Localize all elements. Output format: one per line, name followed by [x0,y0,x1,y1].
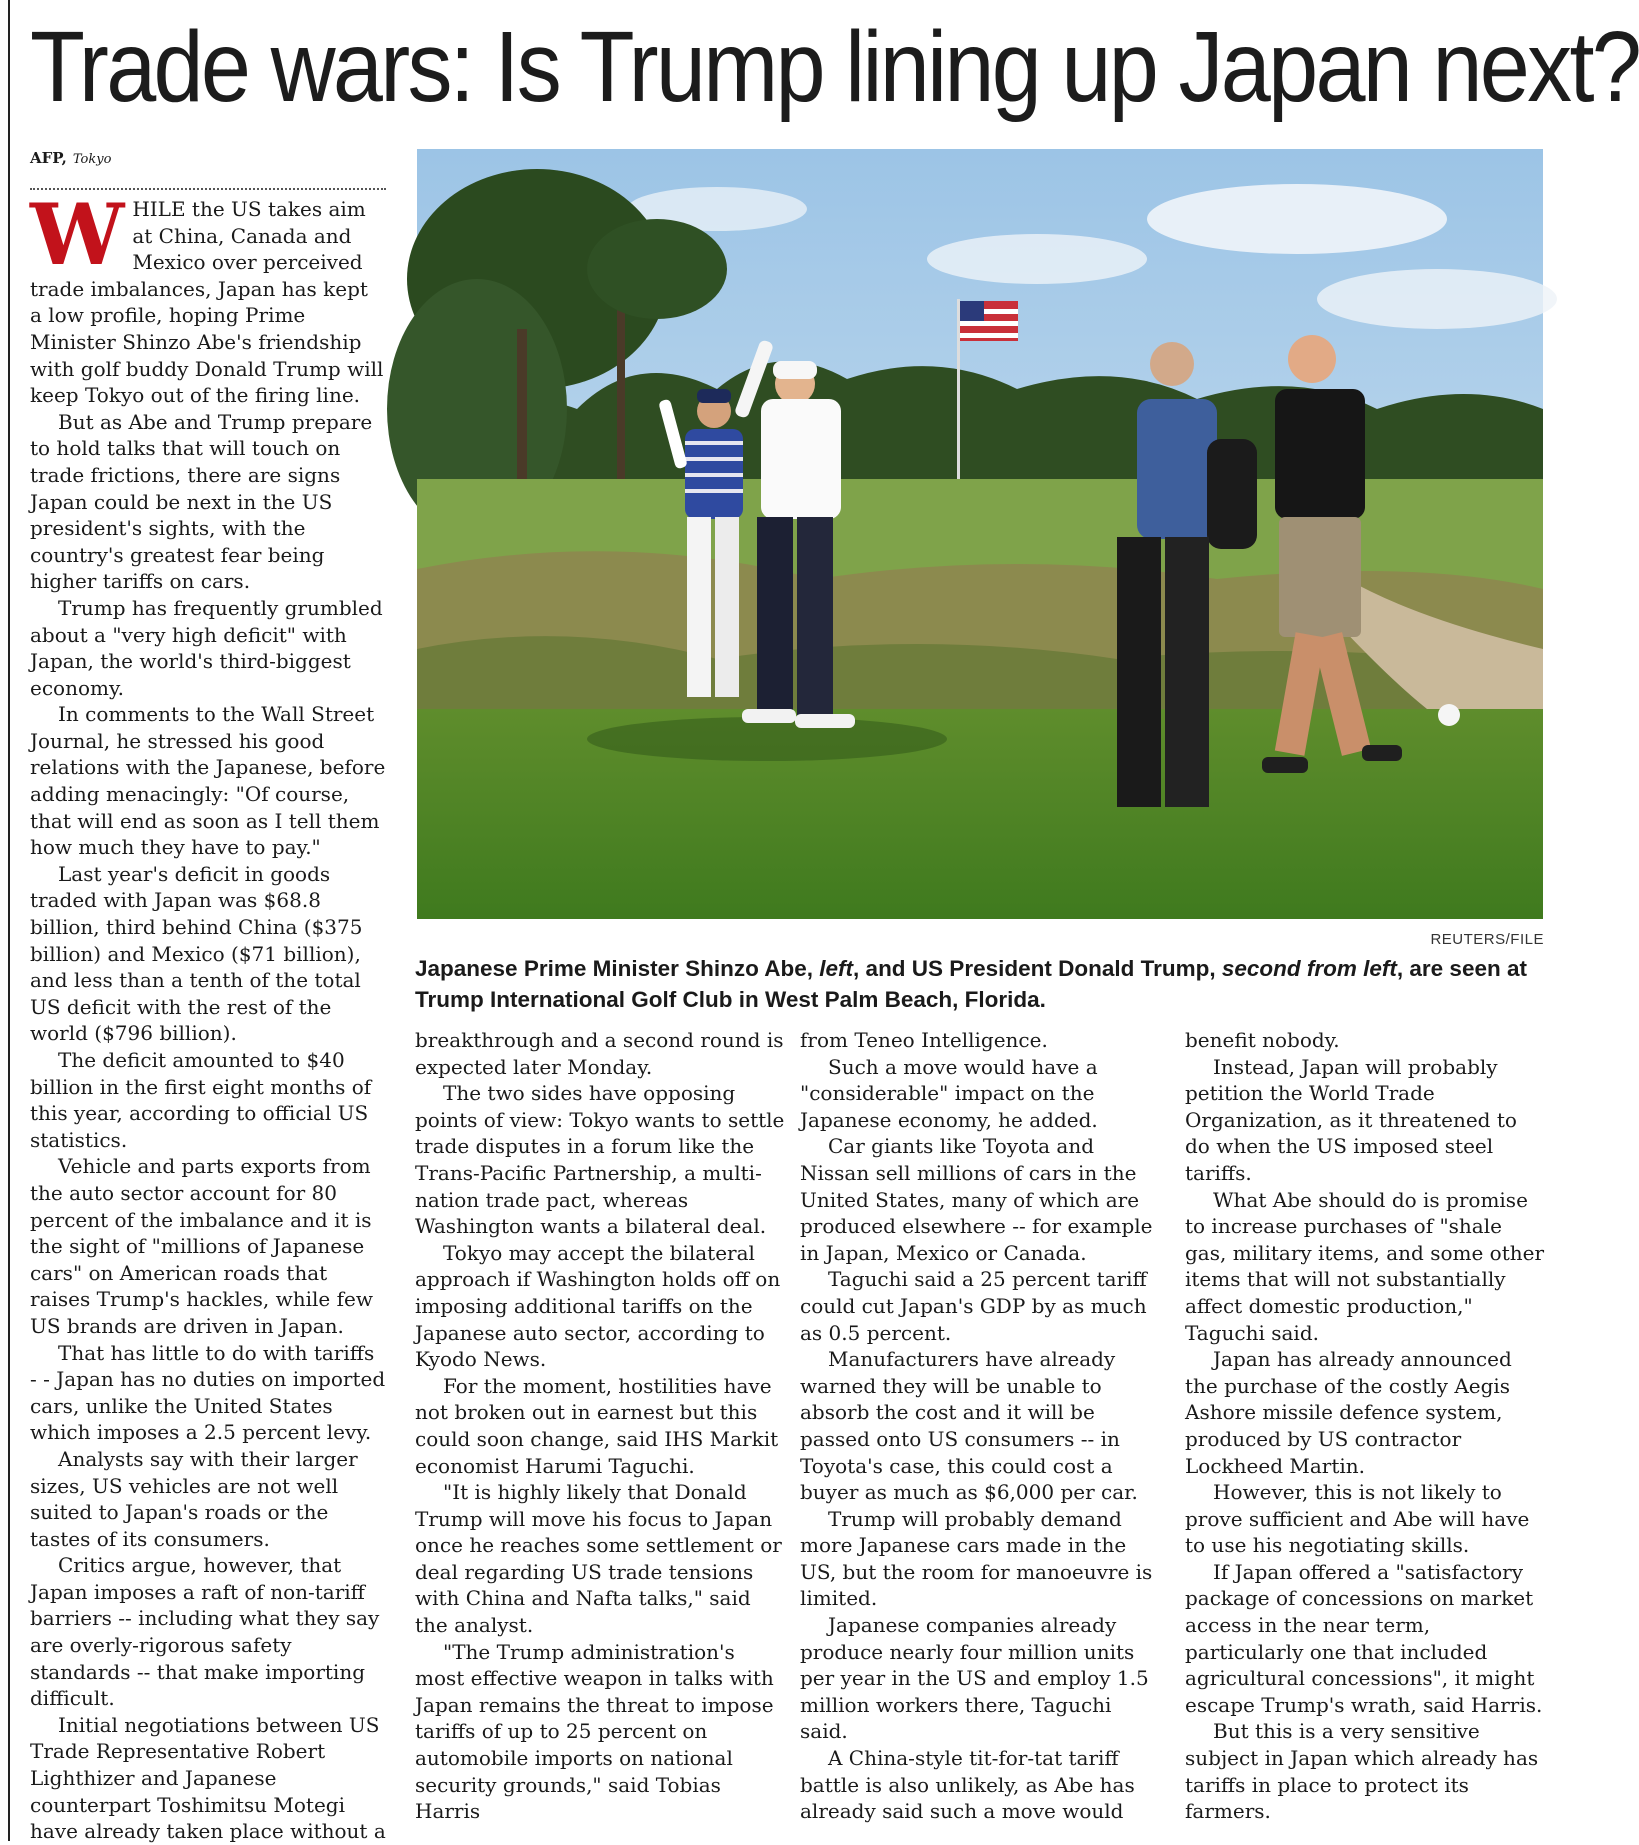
article-paragraph: "The Trump administration's most effective weapon in talks with Japan remains the threat to impose tariffs of up to 25 percent on automobile imports on national security grounds," said Tobias Harris [415,1639,774,1824]
article-paragraph: For the moment, hostilities have not broken out in earnest but this could soon change, said IHS Markit economist Harumi Taguchi. [415,1373,779,1478]
article-paragraph: What Abe should do is promise to increase purchases of "shale gas, military items, and some other items that will not substantially affect domestic production," Taguchi said. [1185,1187,1545,1345]
caption-text: , and US President Donald Trump, [853,956,1222,981]
article-column-2 [415,1027,785,1839]
first-paragraph-text: HILE the US takes aim at China, Canada and Mexico over perceived trade imbalances, Japan has kept a low profile, hoping Prime Minister Shinzo Abe's friendship with golf buddy Donald Trump will keep Tokyo out of the firing line. [30,197,384,408]
article-paragraph: The two sides have opposing points of view: Tokyo wants to settle trade disputes in a forum like the Trans-Pacific Partnership, a multi-nation trade pact, whereas Washington wants a bilateral deal. [415,1081,785,1239]
article-column-1 [30,185,386,1844]
article-paragraph: Critics argue, however, that Japan imposes a raft of non-tariff barriers -- including what they say are overly-rigorous safety standards -- that make importing difficult. [30,1553,380,1711]
article-paragraph: In comments to the Wall Street Journal, he stressed his good relations with the Japanese, before adding menacingly: "Of course, that will end as soon as I tell them how much they have to pay." [30,702,386,860]
article-paragraph: Trump has frequently grumbled about a "very high deficit" with Japan, the world's third-biggest economy. [30,595,383,700]
article-paragraph: However, this is not likely to prove sufficient and Abe will have to use his negotiating skills. [1185,1480,1530,1558]
article-paragraph: Such a move would have a "considerable" impact on the Japanese economy, he added. [800,1054,1098,1132]
article-paragraph: breakthrough and a second round is expected later Monday. [415,1028,784,1079]
article-paragraph: Initial negotiations between US Trade Representative Robert Lighthizer and Japanese counterpart Toshimitsu Motegi have already taken place without a [30,1712,386,1844]
caption-text: Japanese Prime Minister Shinzo Abe, [415,956,820,981]
article-column-3 [800,1027,1160,1839]
headline: Trade wars: Is Trump lining up Japan next? [30,11,1639,123]
byline-agency: AFP, [30,149,67,167]
article-paragraph: Japanese companies already produce nearly four million units per year in the US and employ 1.5 million workers there, Taguchi said. [800,1613,1149,1744]
article-paragraph: Japan has already announced the purchase of the costly Aegis Ashore missile defence system, produced by US contractor Lockheed Martin. [1185,1347,1512,1478]
article-paragraph [30,185,386,409]
article-paragraph: Car giants like Toyota and Nissan sell millions of cars in the United States, many of which are produced elsewhere -- for example in Japan, Mexico or Canada. [800,1134,1153,1265]
photo-credit: REUTERS/FILE [1430,931,1544,948]
article-paragraph: A China-style tit-for-tat tariff battle is also unlikely, as Abe has already said such a move would [800,1746,1135,1824]
caption-emphasis: second from left [1221,956,1397,981]
article-paragraph: That has little to do with tariffs - - Japan has no duties on imported cars, unlike the United States which imposes a 2.5 percent levy. [30,1340,386,1445]
page-left-rule [8,0,10,1841]
article-paragraph: Taguchi said a 25 percent tariff could cut Japan's GDP by as much as 0.5 percent. [800,1267,1147,1345]
article-paragraph: "It is highly likely that Donald Trump will move his focus to Japan once he reaches some settlement or deal regarding US trade tensions with China and Nafta talks," said the analyst. [415,1480,782,1638]
byline [30,148,390,170]
byline-city: Tokyo [72,152,112,167]
article-paragraph: But as Abe and Trump prepare to hold talks that will touch on trade frictions, there are signs Japan could be next in the US president's sights, with the country's greatest fear being higher tariffs on cars. [30,409,373,594]
golf-course-photo-illustration [417,149,1543,919]
article-paragraph: The deficit amounted to $40 billion in the first eight months of this year, according to official US statistics. [30,1048,372,1152]
article-paragraph: benefit nobody. [1185,1028,1340,1052]
article-paragraph: Tokyo may accept the bilateral approach if Washington holds off on imposing additional tariffs on the Japanese auto sector, according to Kyodo News. [415,1240,781,1372]
article-paragraph: If Japan offered a "satisfactory package of concessions on market access in the near term, particularly one that included agricultural concessions", it might escape Trump's wrath, said Harris. [1185,1559,1543,1717]
caption-emphasis: left [819,956,854,981]
article-paragraph: Manufacturers have already warned they will be unable to absorb the cost and it will be passed onto US consumers -- in Toyota's case, this could cost a buyer as much as $6,000 per car. [800,1347,1138,1505]
article-paragraph: Analysts say with their larger sizes, US vehicles are not well suited to Japan's roads or the tastes of its consumers. [30,1446,358,1551]
news-photo [417,149,1543,919]
article-paragraph: Last year's deficit in goods traded with Japan was $68.8 billion, third behind China ($375 billion) and Mexico ($71 billion), and less than a tenth of the total US deficit with the rest of the world ($796 billion). [30,861,363,1046]
article-paragraph: But this is a very sensitive subject in Japan which already has tariffs in place to protect its farmers. [1185,1719,1539,1824]
drop-cap: W [30,185,125,284]
article-paragraph: Trump will probably demand more Japanese cars made in the US, but the room for manoeuvre is limited. [800,1506,1153,1611]
article-paragraph: Instead, Japan will probably petition the World Trade Organization, as it threatened to do when the US imposed steel tariffs. [1185,1054,1517,1185]
article-paragraph: from Teneo Intelligence. [800,1028,1048,1052]
caption-text: , are seen at Trump International Golf Club in West Palm Beach, Florida. [415,956,1527,1012]
photo-caption [415,953,1545,1015]
article-column-4 [1185,1027,1545,1839]
article-paragraph: Vehicle and parts exports from the auto sector account for 80 percent of the imbalance and it is the sight of "millions of Japanese cars" on American roads that raises Trump's hackles, while few US brands are driven in Japan. [30,1154,373,1338]
